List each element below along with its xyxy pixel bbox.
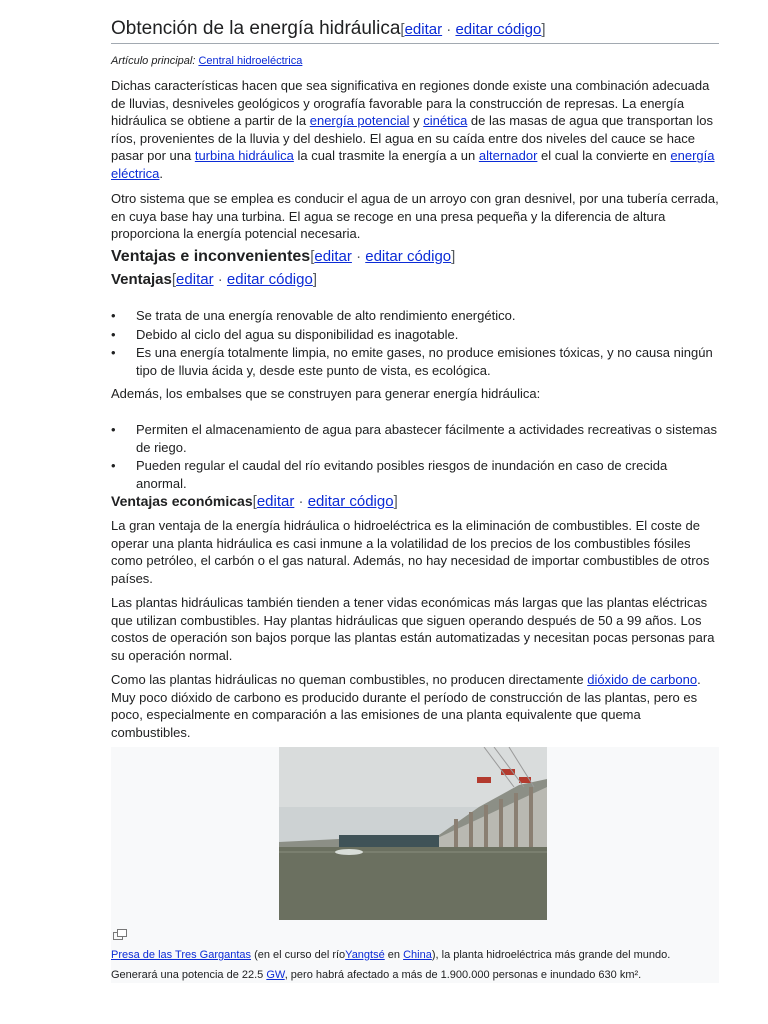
list-item: • Es una energía totalmente limpia, no emite gases, no produce emisiones tóxicas, y no causa ningún tipo de lluvia ácida y, desde este punto de vista, es ecológica.	[111, 344, 719, 379]
edit-link[interactable]: editar	[256, 493, 295, 510]
section-heading-obtencion: Obtención de la energía hidráulica[editar · editar código]	[111, 16, 719, 44]
edit-code-link[interactable]: editar código	[307, 493, 394, 510]
embalses-list	[111, 421, 719, 493]
main-article-prefix: Artículo principal:	[111, 55, 196, 67]
list-item: • Debido al ciclo del agua su disponibilidad es inagotable.	[111, 326, 719, 344]
heading-text: Obtención de la energía hidráulica	[111, 18, 401, 39]
link-dioxido-de-carbono[interactable]: dióxido de carbono	[587, 672, 698, 687]
image-thumbnail	[111, 747, 719, 983]
list-item: • Permiten el almacenamiento de agua para abastecer fácilmente a actividades recreativas o sistemas de riego.	[111, 421, 719, 456]
main-article-note	[111, 53, 302, 69]
link-energia-potencial[interactable]: energía potencial	[309, 113, 410, 129]
dam-photo-graphic	[279, 747, 547, 920]
link-gw[interactable]: GW	[266, 969, 285, 981]
list-item: • Se trata de una energía renovable de alto rendimiento energético.	[111, 307, 719, 325]
edit-code-link[interactable]: editar código	[455, 21, 542, 38]
section-heading-ventajas-inconvenientes: Ventajas e inconvenientes[editar · editar código]	[111, 248, 456, 265]
list-item: • Pueden regular el caudal del río evitando posibles riesgos de inundación en caso de crecida anormal.	[111, 457, 719, 492]
image-caption-line-1: Presa de las Tres Gargantas (en el curso del ríoYangtsé en China), la planta hidroeléctrica más grande del mundo.	[111, 949, 671, 961]
edit-code-link[interactable]: editar código	[365, 248, 452, 265]
paragraph-1: Dichas características hacen que sea significativa en regiones donde existe una combinación adecuada de lluvias, desniveles geológicos y orografía favorable para la construcción de represas. La energía hidráulica se obtiene a partir de la energía potencial y cinética de las masas de agua que transportan los ríos, provenientes de la lluvia y del deshielo. El agua en su caída entre dos niveles del cauce se hace pasar por una turbina hidráulica la cual trasmite la energía a un alternador el cual la convierte en energía eléctrica.	[111, 78, 715, 181]
edit-code-link[interactable]: editar código	[226, 271, 313, 288]
link-energia-electrica[interactable]: energía eléctrica	[111, 148, 715, 181]
edit-link[interactable]: editar	[314, 248, 352, 265]
paragraph-5: Las plantas hidráulicas también tienden a tener vidas económicas más largas que las plantas eléctricas que utilizan combustibles. Hay plantas hidráulicas que siguen operando después de 50 a 99 años. Los costos de operación son bajos porque las plantas están automatizadas y necesitan pocas personas para su operación normal.	[111, 595, 715, 663]
link-presa-tres-gargantas[interactable]: Presa de las Tres Gargantas	[111, 949, 252, 961]
main-article-link[interactable]: Central hidroeléctrica	[198, 55, 303, 67]
section-heading-ventajas: Ventajas[editar · editar código]	[111, 271, 317, 288]
three-gorges-dam-photo[interactable]	[279, 747, 547, 920]
section-heading-ventajas-economicas: Ventajas económicas[editar · editar código]	[111, 493, 398, 510]
ventajas-list	[111, 307, 719, 380]
link-alternador[interactable]: alternador	[478, 148, 538, 164]
enlarge-icon[interactable]	[113, 929, 127, 940]
image-caption-line-2: Generará una potencia de 22.5 GW, pero habrá afectado a más de 1.900.000 personas e inundado 630 km².	[111, 969, 642, 981]
edit-link[interactable]: editar	[404, 21, 443, 38]
link-cinetica[interactable]: cinética	[423, 113, 468, 129]
link-turbina-hidraulica[interactable]: turbina hidráulica	[194, 148, 294, 164]
paragraph-4: La gran ventaja de la energía hidráulica o hidroeléctrica es la eliminación de combustibles. El coste de operar una planta hidráulica es casi inmune a la volatilidad de los precios de los combustibles fósiles como petróleo, el carbón o el gas natural. Además, no hay necesidad de importar combustibles de otros países.	[111, 518, 710, 586]
link-china[interactable]: China	[403, 949, 432, 961]
paragraph-6: Como las plantas hidráulicas no queman combustibles, no producen directamente dióxido de carbono. Muy poco dióxido de carbono es producido durante el período de construcción de las plantas, pero es poco, especialmente en comparación a las emisiones de una planta equivalente que quema combustibles.	[111, 672, 701, 740]
edit-link[interactable]: editar	[176, 271, 214, 288]
link-yangtse[interactable]: Yangtsé	[345, 949, 385, 961]
paragraph-3: Además, los embalses que se construyen para generar energía hidráulica:	[111, 386, 541, 401]
paragraph-2: Otro sistema que se emplea es conducir el agua de un arroyo con gran desnivel, por una tubería cerrada, en cuya base hay una turbina. El agua se recoge en una presa pequeña y la diferencia de altura proporciona la energía potencial necesaria.	[111, 191, 719, 242]
